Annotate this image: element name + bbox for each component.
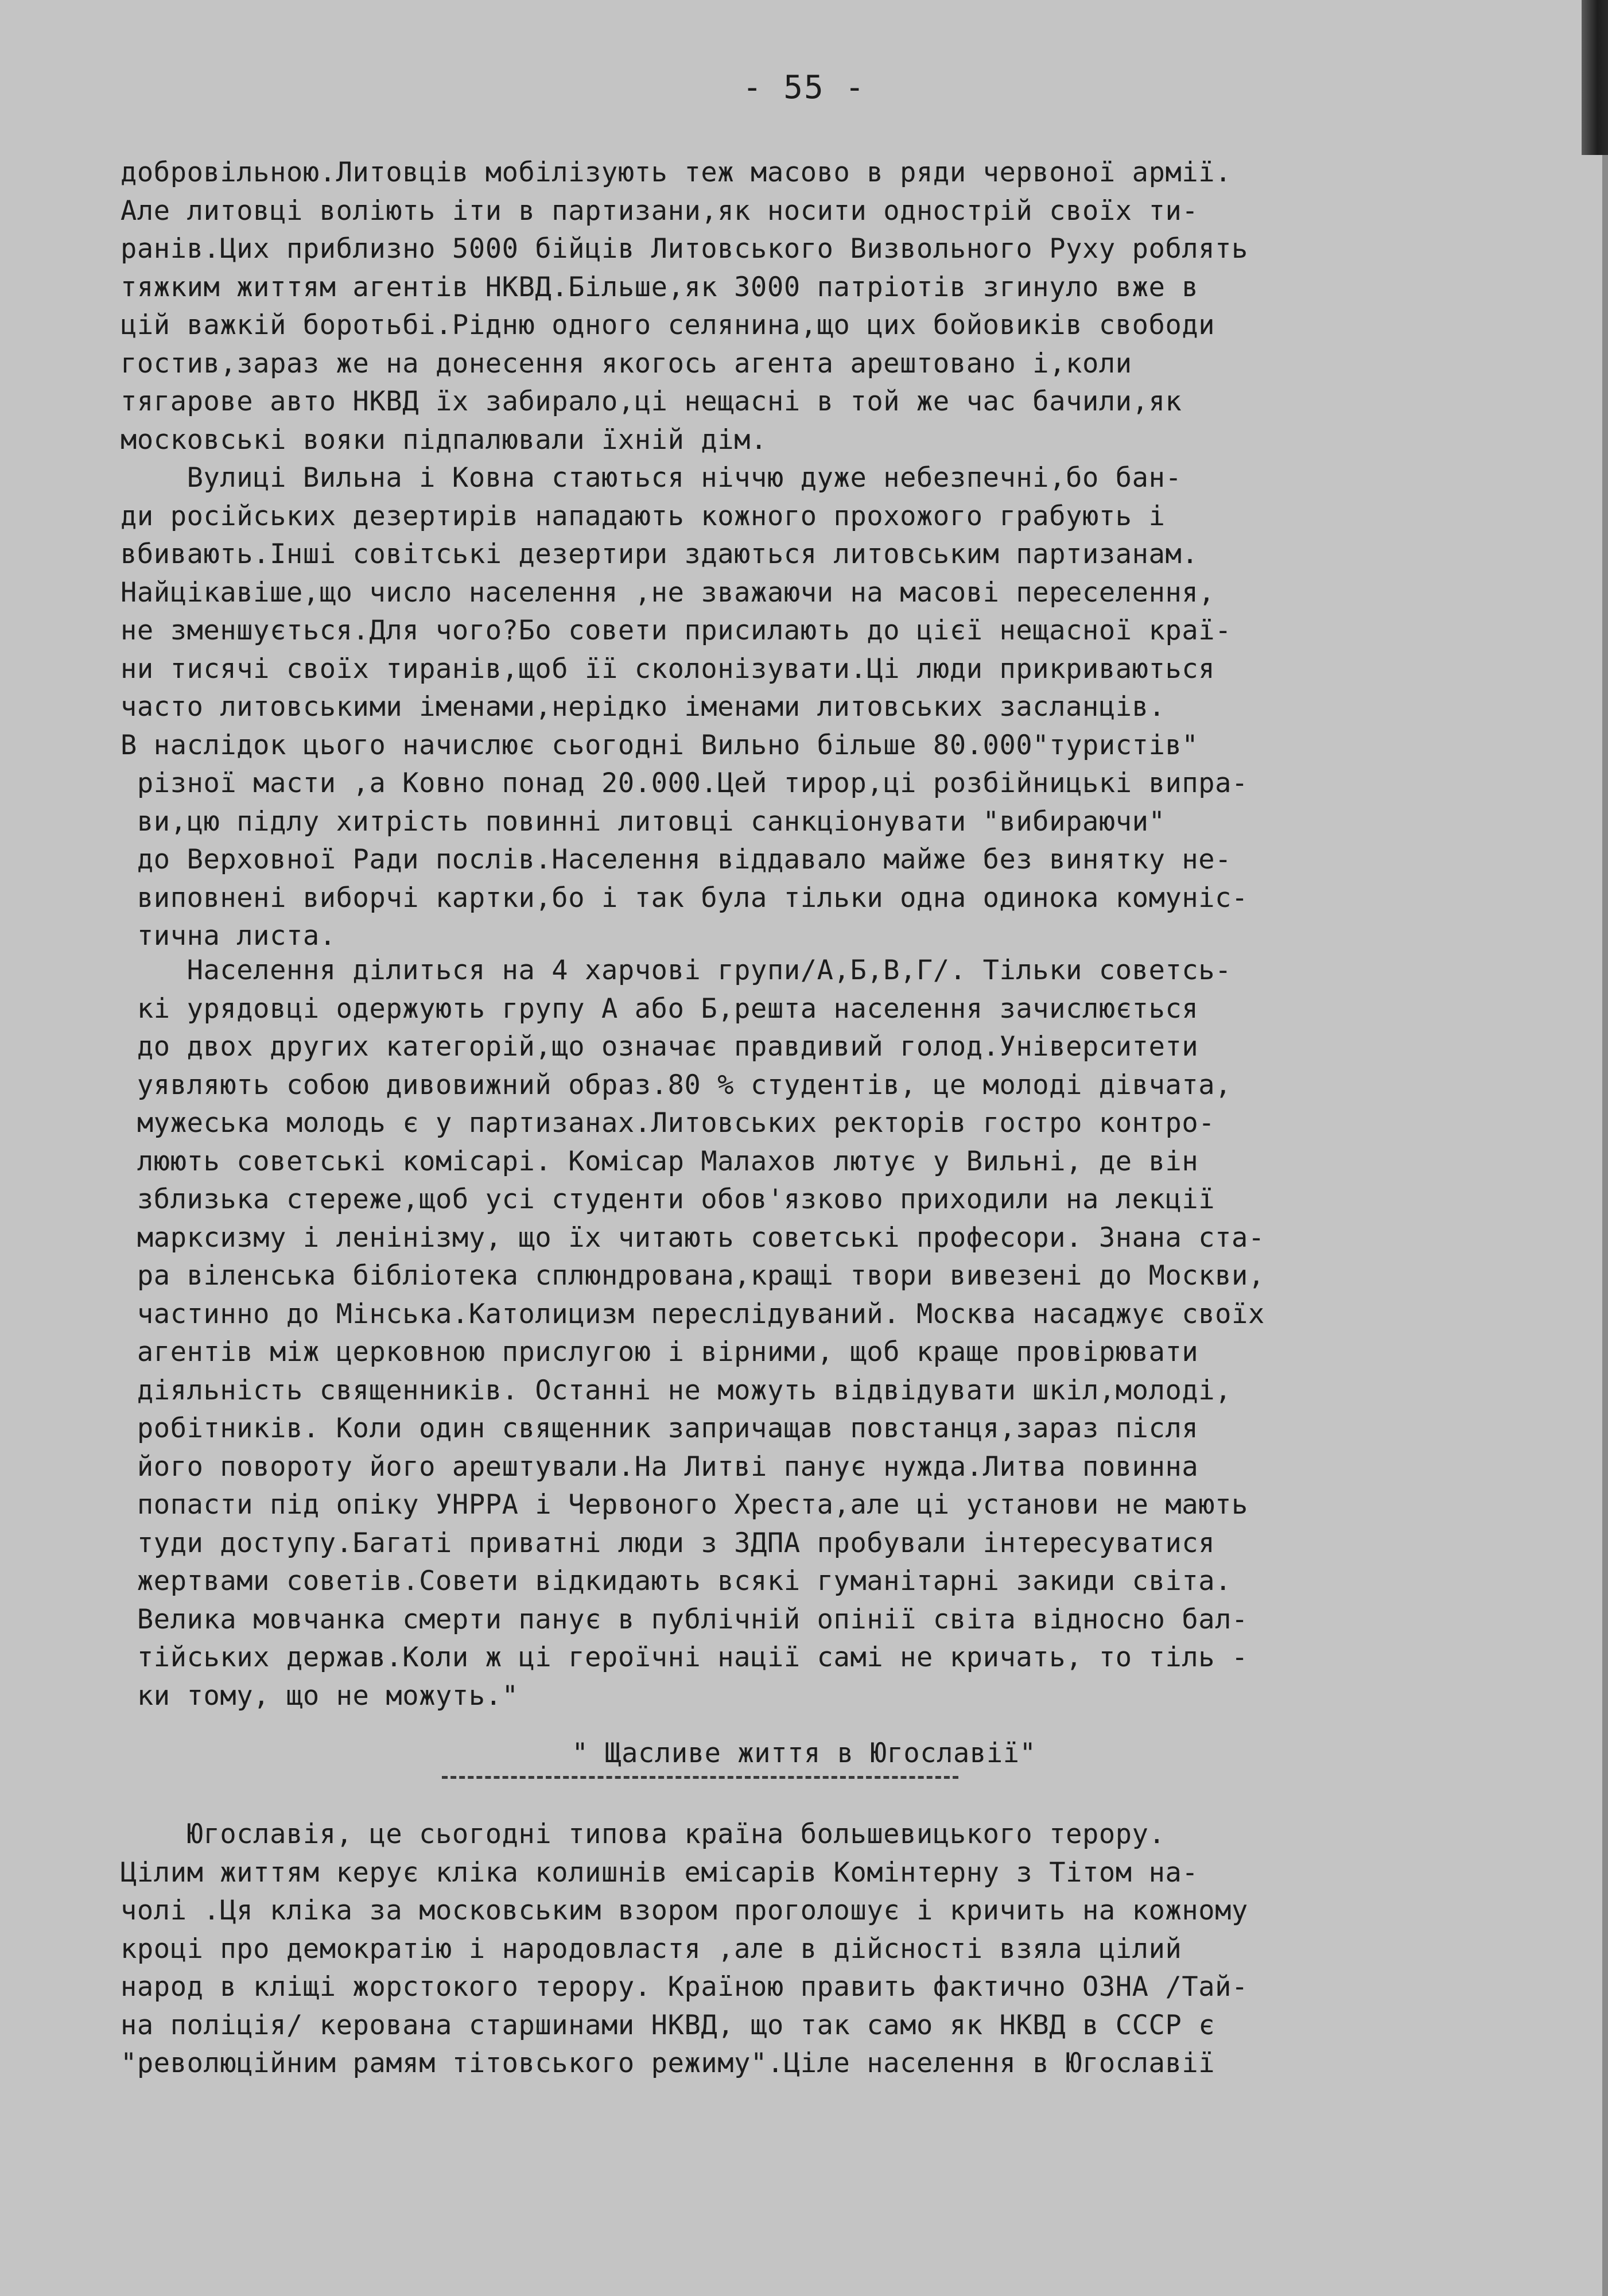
- page-number: - 55 -: [742, 69, 866, 106]
- heading-underline: [442, 1776, 958, 1779]
- section-heading: " Щасливе життя в Югославії": [572, 1737, 1036, 1769]
- paragraph-lithuania-food-groups: Населення ділиться на 4 харчові групи/А,Б,В,Г/. Тільки советсь- кі урядовці одержують групу А або Б,решта населення зачислюється до двох других категорій,що означає правдивий голод.Університети уявляють собою дивовижний образ.80 % студентів, це молоді дівчата, мужеська молодь є у партизанах.Литовських ректорів гостро контро- люють советські комісарі. Комісар Малахов лютує у Вильні, де він зблизька стереже,щоб усі студенти обов'язково приходили на лекції марксизму і ленінізму, що їх читають советські професори. Знана ста- ра віленська бібліотека сплюндрована,кращі твори вивезені до Москви, частинно до Мінська.Католицизм переслідуваний. Москва насаджує своїх агентів між церковною прислугою і вірними, щоб краще провірювати діяльність священників. Останні не можуть відвідувати шкіл,молоді, робітників. Коли один священник запричащав повстанця,зараз після його повороту його арештували.На Литві панує нужда.Литва повинна попасти під опіку УНРРА і Червоного Хреста,але ці установи не мають туди доступу.Багаті приватні люди з ЗДПА пробували інтересуватися жертвами советів.Совети відкидають всякі гуманітарні закиди світа. Велика мовчанка смерти панує в публічній опінії світа відносно бал- тійських держав.Коли ж ці героїчні нації самі не кричать, то тіль - ки тому, що не можуть.": [137, 955, 1265, 1712]
- paragraph-lithuania-partisans: добровільною.Литовців мобілізують теж масово в ряди червоної армії. Але литовці воліють іти в партизани,як носити однострій своїх ти- ранів.Цих приблизно 5000 бійців Литовського Визвольного Руху роблять тяжким життям агентів НКВД.Більше,як 3000 патріотів згинуло вже в цій важкій боротьбі.Рідню одного селянина,що цих бойовиків свободи гостив,зараз же на донесення якогось агента арештовано і,коли тягарове авто НКВД їх забирало,ці нещасні в той же час бачили,як московські вояки підпалювали їхній дім. Вулиці Вильна і Ковна стаються ніччю дуже небезпечні,бо бан- ди російських дезертирів нападають кожного прохожого грабують і вбивають.Інші совітські дезертири здаються литовським партизанам. Найцікавіше,що число населення ,не зважаючи на масові переселення, не зменшується.Для чого?Бо совети присилають до цієї нещасної краї- ни тисячі своїх тиранів,щоб її сколонізувати.Ці люди прикриваються часто литовськими іменами,нерідко іменами литовських засланців. В наслідок цього начислює сьогодні Вильно більше 80.000"туристів" різної масти ,а Ковно понад 20.000.Цей тирор,ці розбійницькі випра- ви,цю підлу хитрість повинні литовці санкціонувати "вибираючи" до Верховної Ради послів.Населення віддавало майже без винятку не- виповнені виборчі картки,бо і так була тільки одна одинока комуніс- тична листа.: [121, 157, 1248, 952]
- paragraph-yugoslavia: Югославія, це сьогодні типова країна большевицького терору. Цілим життям керує кліка колишнів емісарів Комінтерну з Тітом на- чолі .Ця кліка за московським взором проголошує і кричить на кожному кроці про демократію і народовластя ,але в дійсності взяла цілий народ в кліщі жорстокого терору. Країною править фактично ОЗНА /Тай- на поліція/ керована старшинами НКВД, що так само як НКВД в СССР є "революційним рамям тітовського режиму".Ціле населення в Югославії: [121, 1818, 1248, 2079]
- scan-edge-lower: [1602, 155, 1608, 2296]
